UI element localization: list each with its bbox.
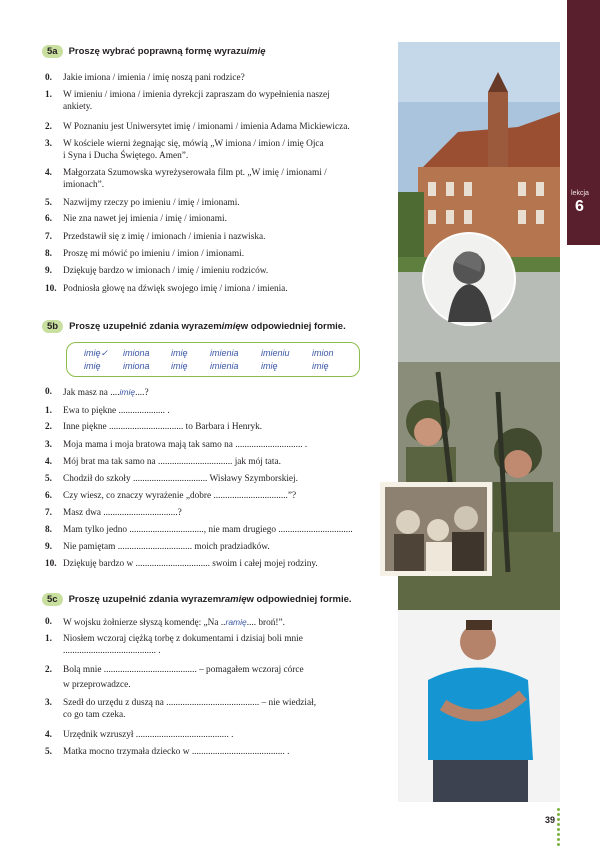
item-text: Inne piękne ................................ to Barbara i Henryk. bbox=[63, 422, 263, 432]
item-text: Moja mama i moja bratowa mają tak samo na ............................. . bbox=[63, 440, 308, 450]
item-text: Masz dwa ................................? bbox=[63, 508, 182, 518]
exercise-5c-badge: 5c bbox=[42, 593, 63, 606]
exercise-5c-title-word: ramię bbox=[221, 594, 247, 605]
item-number: 3. bbox=[45, 139, 52, 149]
item-number: 9. bbox=[45, 542, 52, 552]
item-text: co go tam czeka. bbox=[63, 710, 126, 720]
item-number: 10. bbox=[45, 284, 57, 294]
exercise-5c-heading bbox=[42, 593, 352, 606]
item-text: Mój brat ma tak samo na ................................ jak mój tata. bbox=[63, 457, 281, 467]
lesson-label: lekcja bbox=[571, 190, 589, 197]
exercise-5b-title-word: imię bbox=[221, 321, 241, 332]
exercise-5a-title-word: imię bbox=[246, 46, 266, 57]
item-number: 3. bbox=[45, 440, 52, 450]
man-shoulder-photo bbox=[398, 610, 560, 802]
item-number: 8. bbox=[45, 525, 52, 535]
item-number: 0. bbox=[45, 387, 52, 397]
item-number: 4. bbox=[45, 730, 52, 740]
lesson-tab bbox=[567, 0, 600, 245]
item-number: 7. bbox=[45, 508, 52, 518]
exercise-5b-title-end: w odpowiedniej formie. bbox=[240, 321, 346, 332]
item-number: 5. bbox=[45, 474, 52, 484]
item-number: 1. bbox=[45, 634, 52, 644]
item-number: 5. bbox=[45, 747, 52, 757]
item-number: 7. bbox=[45, 232, 52, 242]
item-number: 8. bbox=[45, 249, 52, 259]
item-number: 6. bbox=[45, 491, 52, 501]
exercise-5a-title: Proszę wybrać poprawną formę wyrazu bbox=[68, 46, 247, 57]
item-text: Szedł do urzędu z duszą na ........................................ – nie wiedział, bbox=[63, 698, 317, 708]
exercise-5b-title: Proszę uzupełnić zdania wyrazem bbox=[69, 321, 222, 332]
item-number: 1. bbox=[45, 406, 52, 416]
item-number: 6. bbox=[45, 214, 52, 224]
item-text: Matka mocno trzymała dziecko w ........................................ . bbox=[63, 747, 290, 757]
sample-answer: imię bbox=[119, 387, 136, 397]
soldiers-photo bbox=[398, 272, 560, 652]
exercise-5a-heading bbox=[42, 45, 266, 58]
item-text: W kościele wierni żegnając się, mówią „W imiona / imion / imię Ojca bbox=[63, 139, 324, 149]
item-text: ........................................ . bbox=[63, 646, 161, 656]
item-text: i Syna i Ducha Świętego. Amen”. bbox=[63, 151, 189, 161]
item-text: Jakie imiona / imienia / imię noszą pani rodzice? bbox=[63, 73, 245, 83]
item-text: W wojsku żołnierze słyszą komendę: „Na ..ramię.... broń!”. bbox=[63, 617, 285, 628]
exercise-5b-heading bbox=[42, 320, 346, 333]
item-text: Dziękuję bardzo w imionach / imię / imieniu rodziców. bbox=[63, 266, 269, 276]
item-text: Chodził do szkoły ................................ Wisławy Szymborskiej. bbox=[63, 474, 298, 484]
item-number: 4. bbox=[45, 457, 52, 467]
item-number: 2. bbox=[45, 422, 52, 432]
exercise-5c-title: Proszę uzupełnić zdania wyrazem bbox=[68, 594, 222, 605]
word-bank-item: imienia bbox=[210, 361, 239, 371]
word-bank bbox=[66, 342, 360, 377]
word-bank-item: imię bbox=[312, 361, 329, 371]
item-number: 3. bbox=[45, 698, 52, 708]
item-text: Przedstawił się z imię / imionach / imienia i nazwiska. bbox=[63, 232, 266, 242]
word-bank-item: imię bbox=[84, 361, 101, 371]
item-number: 0. bbox=[45, 617, 52, 627]
item-text: Bolą mnie ........................................ – pomagałem wczoraj córce bbox=[63, 665, 304, 675]
page-number: 39 bbox=[545, 815, 556, 825]
item-text: W imieniu / imiona / imienia dyrekcji zapraszam do wypełnienia naszej bbox=[63, 90, 330, 100]
item-text: Nazwijmy rzeczy po imieniu / imię / imionami. bbox=[63, 198, 240, 208]
word-bank-item: imiona bbox=[123, 348, 150, 358]
photo-column bbox=[398, 42, 560, 802]
item-text: Ewa to piękne .................... . bbox=[63, 406, 170, 416]
item-number: 5. bbox=[45, 198, 52, 208]
item-text: Proszę mi mówić po imieniu / imion / imionami. bbox=[63, 249, 245, 259]
family-photo bbox=[380, 482, 492, 576]
item-text: Nie pamiętam ................................ moich pradziadków. bbox=[63, 542, 270, 552]
word-bank-item: imię bbox=[261, 361, 278, 371]
item-number: 1. bbox=[45, 90, 52, 100]
word-bank-item: imiona bbox=[123, 361, 150, 371]
word-bank-item: imieniu bbox=[261, 348, 290, 358]
item-text: Jak masz na ....imię....? bbox=[63, 387, 149, 398]
sample-answer: ramię bbox=[225, 617, 247, 627]
exercise-5b-badge: 5b bbox=[42, 320, 63, 333]
word-bank-item: imion bbox=[312, 348, 334, 358]
item-number: 0. bbox=[45, 73, 52, 83]
item-text: w przeprowadzce. bbox=[63, 680, 131, 690]
item-number: 2. bbox=[45, 665, 52, 675]
item-text: Dziękuję bardzo w ................................ swoim i całej mojej rodziny. bbox=[63, 559, 318, 569]
item-text: imionach”. bbox=[63, 180, 105, 190]
item-text: Nie zna nawet jej imienia / imię / imionami. bbox=[63, 214, 227, 224]
item-text: Podniosła głowę na dźwięk swojego imię / imiona / imienia. bbox=[63, 284, 288, 294]
item-number: 4. bbox=[45, 168, 52, 178]
exercise-5c-title-end: w odpowiedniej formie. bbox=[246, 594, 352, 605]
exercise-5a-badge: 5a bbox=[42, 45, 63, 58]
word-bank-item: imię bbox=[171, 361, 188, 371]
item-text: Urzędnik wzruszył ........................................ . bbox=[63, 730, 234, 740]
item-text: W Poznaniu jest Uniwersytet imię / imionami / imienia Adama Mickiewicza. bbox=[63, 122, 350, 132]
word-bank-item: imię✓ bbox=[84, 348, 109, 358]
item-number: 9. bbox=[45, 266, 52, 276]
page-dots bbox=[557, 808, 561, 848]
item-number: 2. bbox=[45, 122, 52, 132]
word-bank-item: imię bbox=[171, 348, 188, 358]
item-text: Czy wiesz, co znaczy wyrażenie „dobre ................................”? bbox=[63, 491, 297, 501]
word-bank-item: imienia bbox=[210, 348, 239, 358]
item-text: Niosłem wczoraj ciężką torbę z dokumentami i dzisiaj boli mnie bbox=[63, 634, 303, 644]
bust-photo bbox=[422, 232, 516, 326]
item-number: 10. bbox=[45, 559, 57, 569]
lesson-number: 6 bbox=[575, 198, 584, 215]
item-text: Małgorzata Szumowska wyreżyserowała film pt. „W imię / imionami / bbox=[63, 168, 327, 178]
item-text: ankiety. bbox=[63, 102, 93, 112]
item-text: Mam tylko jedno ................................, nie mam drugiego ................................ bbox=[63, 525, 353, 535]
